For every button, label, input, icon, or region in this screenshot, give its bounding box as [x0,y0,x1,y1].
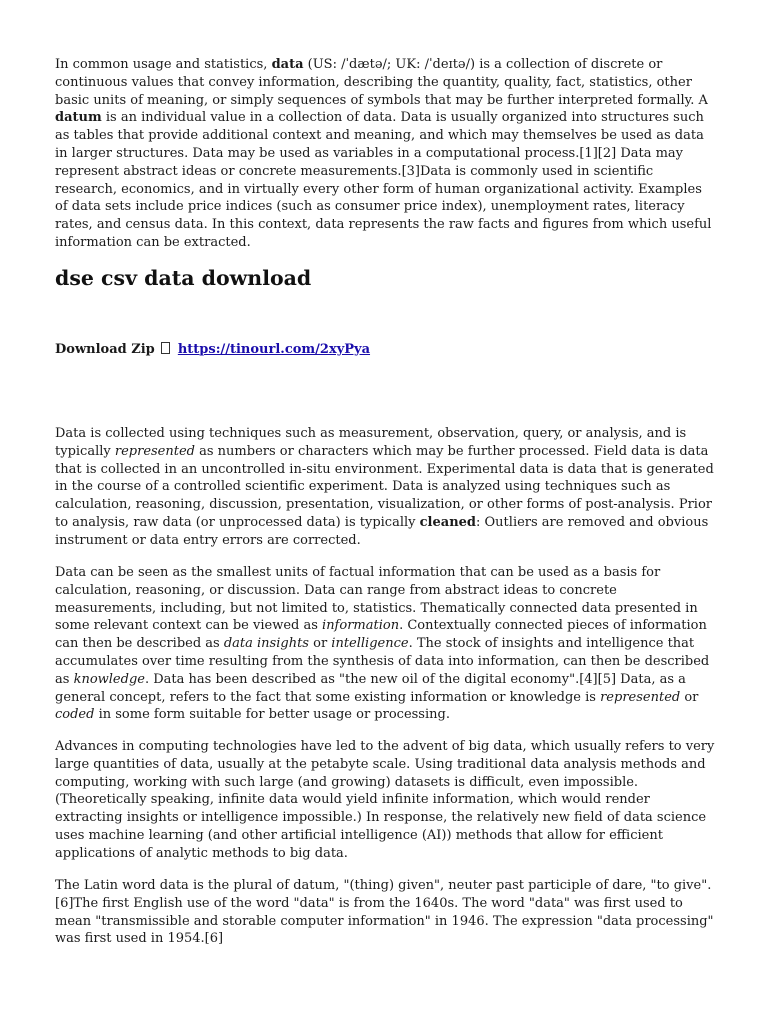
intro-text: In common usage and statistics, [55,57,272,72]
intro-text: (US: /ˈdætə/; UK: /ˈdeɪtə/) is a collection of discrete or continuous values that convey information, describing the quantity, quality, fact, statistics, other basic units of meaning, or simply sequences of symbols that may be further interpreted formally. A [55,57,708,108]
units-text: or [680,689,699,705]
page-heading: dse csv data download [55,266,312,290]
intro-paragraph [55,56,717,252]
download-link[interactable]: https://tinourl.com/2xyPya [177,342,371,357]
collection-text: Data is collected using techniques such as measurement, observation, query, or analysis, and is typically [55,426,687,459]
collection-term-cleaned: cleaned [419,514,477,530]
units-italic: data insights [223,636,309,652]
units-text: . The stock of insights and intelligence that accumulates over time resulting from the synthesis of data into information, can then be described as [55,636,710,687]
units-italic: represented [600,689,681,705]
download-label: Download Zip [55,342,155,357]
units-text: . Data has been described as "the new oil of the digital economy".[4][5] Data, as a general concept, refers to the fact that some existing information or knowledge is [55,671,686,705]
collection-text: as numbers or characters which may be further processed. Field data is data that is collected in an uncontrolled in-situ environment. Experimental data is data that is generated in the course of a controlled scientific experiment. Data is analyzed using techniques such as calculation, reasoning, discussion, presentation, visualization, or other forms of post-analysis. Prior to analysis, raw data (or unprocessed data) is typically [55,443,714,530]
collection-italic: represented [114,443,195,459]
missing-glyph-icon [161,342,170,354]
units-text: or [308,636,332,652]
units-text: Data can be seen as the smallest units of factual information that can be used as a basis for calculation, reasoning, or discussion. Data can range from abstract ideas to concrete measurements, including, but not limited to, statistics. Thematically connected data presented in some relevant context can be viewed as [55,565,698,634]
collection-paragraph [55,425,717,550]
intro-term-datum: datum [55,110,102,126]
units-italic: coded [55,707,95,723]
units-paragraph [55,564,717,724]
units-text: . Contextually connected pieces of information can then be described as [55,618,707,652]
units-italic: intelligence [331,636,409,652]
big-data-paragraph: Advances in computing technologies have led to the advent of big data, which usually refers to very large quantities of data, usually at the petabyte scale. Using traditional data analysis methods and computing, working with such large (and growing) datasets is difficult, even impossible. (Theoretically speaking, infinite data would yield infinite information, which would render extracting insights or intelligence impossible.) In response, the relatively new field of data science uses machine learning (and other artificial intelligence (AI)) methods that allow for efficient applications of analytic methods to big data. [55,739,715,861]
units-text: in some form suitable for better usage or processing. [94,707,450,723]
intro-term-data: data [271,57,304,72]
etymology-paragraph: The Latin word data is the plural of datum, "(thing) given", neuter past participle of dare, "to give".[6]The first English use of the word "data" is from the 1640s. The word "data" was first used to mean "transmissible and storable computer information" in 1946. The expression "data processing" was first used in 1954.[6] [55,878,714,947]
collection-text: : Outliers are removed and obvious instrument or data entry errors are corrected. [55,514,709,548]
units-italic: information [322,618,400,634]
intro-text: is an individual value in a collection of data. Data is usually organized into structures such as tables that provide additional context and meaning, and which may themselves be used as data in larger structures. Data may be used as variables in a computational process.[1][2] Data may represent abstract ideas or concrete measurements.[3]Data is commonly used in scientific research, economics, and in virtually every other form of human organizational activity. Examples of data sets include price indices (such as consumer price index), unemployment rates, literacy rates, and census data. In this context, data represents the raw facts and figures from which useful information can be extracted. [55,110,712,250]
download-line [55,341,370,359]
units-italic: knowledge [73,671,145,687]
